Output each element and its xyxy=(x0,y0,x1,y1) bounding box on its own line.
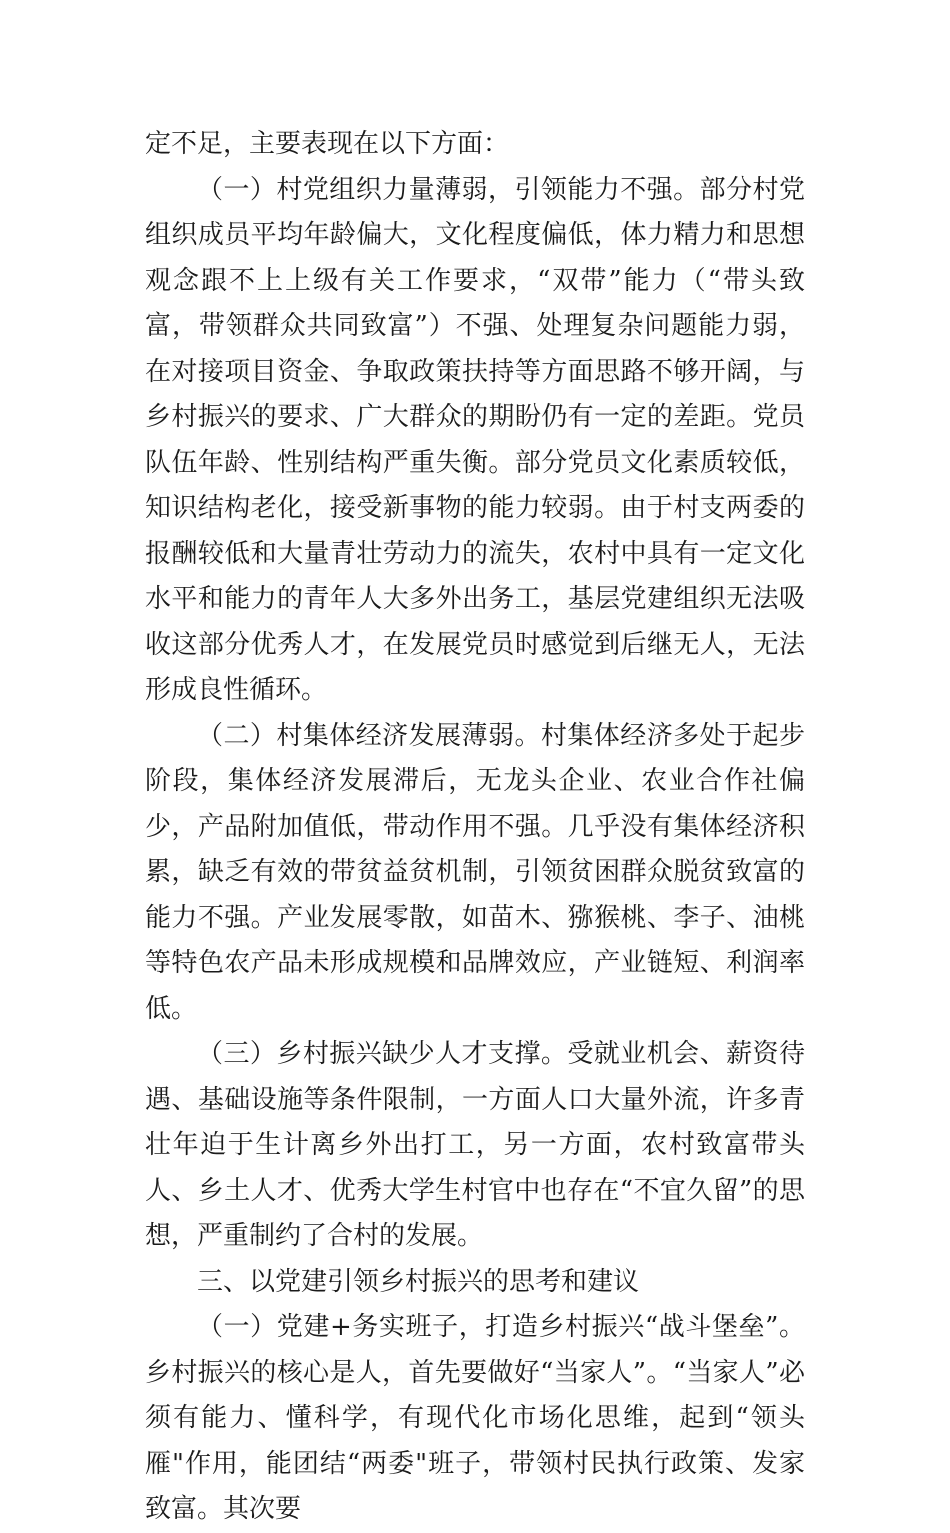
section-heading-suggestions: 三、以党建引领乡村振兴的思考和建议 xyxy=(197,1266,640,1297)
paragraph-continuation: 定不足，主要表现在以下方面： xyxy=(145,129,510,159)
paragraph-party-building-team: （一）党建+务实班子，打造乡村振兴“战斗堡垒”。乡村振兴的核心是人，首先要做好“当家人”。“当家人”必须有能力、懂科学，有现代化市场化思维，起到“领头雁"作用，能团结“两委"班子，带领村民执行政策、发家致富。其次要 xyxy=(145,1312,805,1524)
paragraph-party-organization: （一）村党组织力量薄弱，引领能力不强。部分村党组织成员平均年龄偏大，文化程度偏低，体力精力和思想观念跟不上上级有关工作要求，“双带”能力（“带头致富，带领群众共同致富”）不强、处理复杂问题能力弱，在对接项目资金、争取政策扶持等方面思路不够开阔，与乡村振兴的要求、广大群众的期盼仍有一定的差距。党员队伍年龄、性别结构严重失衡。部分党员文化素质较低，知识结构老化，接受新事物的能力较弱。由于村支两委的报酬较低和大量青壮劳动力的流失，农村中具有一定文化水平和能力的青年人大多外出务工，基层党建组织无法吸收这部分优秀人才，在发展党员时感觉到后继无人，无法形成良性循环。 xyxy=(145,174,805,705)
paragraph-talent-support: （三）乡村振兴缺少人才支撑。受就业机会、薪资待遇、基础设施等条件限制，一方面人口大量外流，许多青壮年迫于生计离乡外出打工，另一方面，农村致富带头人、乡土人才、优秀大学生村官中也存在“不宜久留”的思想，严重制约了合村的发展。 xyxy=(145,1039,805,1251)
paragraph-collective-economy: （二）村集体经济发展薄弱。村集体经济多处于起步阶段，集体经济发展滞后，无龙头企业、农业合作社偏少，产品附加值低，带动作用不强。几乎没有集体经济积累，缺乏有效的带贫益贫机制，引领贫困群众脱贫致富的能力不强。产业发展零散，如苗木、猕猴桃、李子、油桃等特色农产品未形成规模和品牌效应，产业链短、利润率低。 xyxy=(145,720,805,1024)
document-body xyxy=(145,122,805,1533)
